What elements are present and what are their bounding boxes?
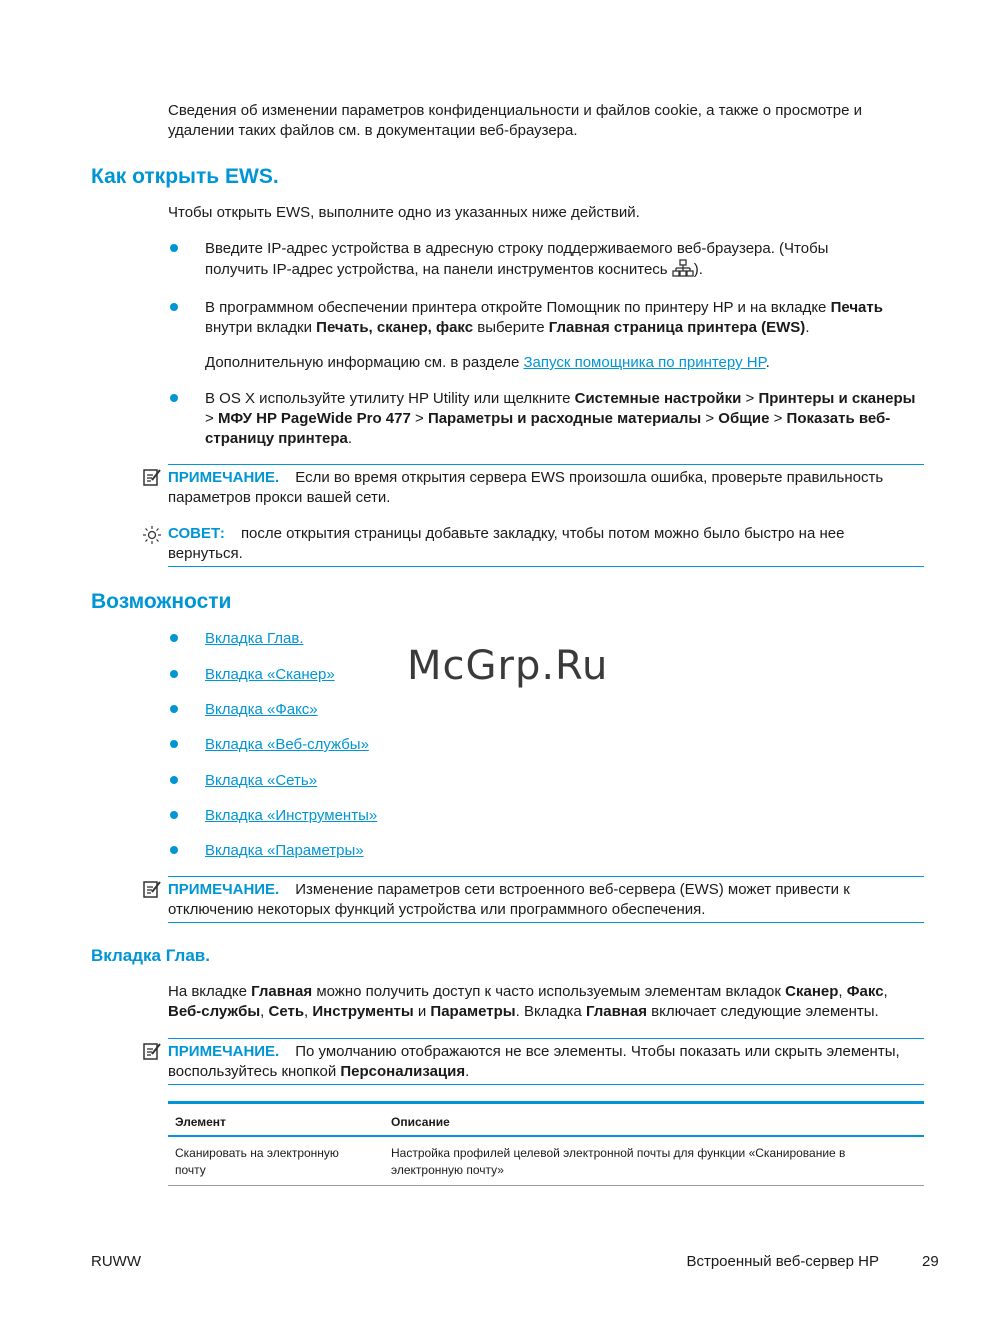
bold-text: Системные настройки bbox=[574, 390, 742, 407]
note-text: Изменение параметров сети встроенного веб-сервера (EWS) может привести к bbox=[295, 881, 850, 898]
list-item-text: получить IP-адрес устройства, на панели инструментов коснитесь bbox=[205, 261, 672, 278]
text-span: . bbox=[465, 1063, 470, 1080]
link-tab-fax[interactable]: Вкладка «Факс» bbox=[205, 701, 318, 718]
bold-text: Показать веб- bbox=[786, 410, 891, 427]
bold-text: Печать, сканер, факс bbox=[316, 319, 474, 336]
paragraph-line bbox=[168, 982, 928, 1002]
bold-text: Общие bbox=[718, 410, 770, 427]
bold-text: Печать bbox=[830, 299, 883, 316]
section-heading-features: Возможности bbox=[91, 590, 232, 613]
text-span: . bbox=[765, 354, 770, 371]
bold-text: Принтеры и сканеры bbox=[758, 390, 916, 407]
bold-text: Главная bbox=[251, 983, 313, 1000]
footer-title: Встроенный веб-сервер HP bbox=[686, 1253, 879, 1270]
table-cell-description bbox=[391, 1145, 921, 1179]
text-span: можно получить доступ к часто используемым элементам вкладок bbox=[312, 983, 786, 1000]
list-item-software bbox=[205, 298, 927, 373]
bold-text: Параметры bbox=[430, 1003, 516, 1020]
note-label: ПРИМЕЧАНИЕ. bbox=[168, 469, 280, 486]
watermark: McGrp.Ru bbox=[407, 643, 609, 689]
table-cell-element bbox=[175, 1145, 375, 1179]
text-span: . Вкладка bbox=[515, 1003, 586, 1020]
bold-text: Факс bbox=[846, 983, 884, 1000]
list-item-line: Введите IP-адрес устройства в адресную строку поддерживаемого веб-браузера. (Чтобы bbox=[205, 240, 829, 257]
bold-text: страницу принтера bbox=[205, 430, 348, 447]
table-header-element: Элемент bbox=[175, 1115, 226, 1129]
cell-line: Сканировать на электронную bbox=[175, 1146, 339, 1160]
bold-text: Главная страница принтера (EWS) bbox=[548, 319, 806, 336]
home-tab-paragraph bbox=[168, 982, 928, 1022]
list-item-line bbox=[205, 318, 927, 338]
text-span: > bbox=[701, 410, 719, 427]
bold-text: Сканер bbox=[785, 983, 839, 1000]
intro-line: удалении таких файлов см. в документации веб-браузера. bbox=[168, 122, 578, 139]
bullet-icon bbox=[170, 811, 178, 819]
table-header-description: Описание bbox=[391, 1115, 450, 1129]
cell-line: электронную почту» bbox=[391, 1163, 504, 1177]
paragraph-line bbox=[168, 1002, 928, 1022]
list-item-line bbox=[205, 409, 927, 429]
text-span: На вкладке bbox=[168, 983, 252, 1000]
list-item-line bbox=[205, 389, 927, 409]
note-divider-top bbox=[168, 876, 924, 877]
list-item-line bbox=[205, 298, 927, 318]
section-heading-open-ews: Как открыть EWS. bbox=[91, 165, 279, 188]
table-top-border bbox=[168, 1101, 924, 1104]
text-span: В программном обеспечении принтера откройте Помощник по принтеру HP и на вкладке bbox=[205, 299, 831, 316]
text-span: выберите bbox=[473, 319, 549, 336]
list-item-line bbox=[205, 353, 927, 373]
text-span: , bbox=[304, 1003, 313, 1020]
note-line: параметров прокси вашей сети. bbox=[168, 489, 391, 506]
network-icon bbox=[672, 259, 694, 277]
link-tab-web-services[interactable]: Вкладка «Веб-службы» bbox=[205, 736, 369, 753]
open-ews-lead: Чтобы открыть EWS, выполните одно из указанных ниже действий. bbox=[168, 204, 640, 221]
note-line bbox=[168, 1042, 928, 1062]
text-span: , bbox=[883, 983, 888, 1000]
tip-divider-bottom bbox=[168, 566, 924, 567]
list-item-line bbox=[205, 429, 927, 449]
note-label: ПРИМЕЧАНИЕ. bbox=[168, 1043, 280, 1060]
lightbulb-icon bbox=[142, 525, 162, 545]
footer-page-number: 29 bbox=[922, 1253, 939, 1270]
table-header-divider bbox=[168, 1135, 924, 1137]
tip-line bbox=[168, 524, 928, 544]
bold-text: Параметры и расходные материалы bbox=[427, 410, 702, 427]
bullet-icon bbox=[170, 244, 178, 252]
tip-label: СОВЕТ: bbox=[168, 525, 225, 542]
text-span: и bbox=[413, 1003, 431, 1020]
tip-line: вернуться. bbox=[168, 545, 243, 562]
bold-text: Инструменты bbox=[312, 1003, 414, 1020]
section-heading-home-tab: Вкладка Глав. bbox=[91, 946, 210, 965]
list-item-osx bbox=[205, 389, 927, 449]
intro-paragraph bbox=[168, 101, 928, 141]
note-icon bbox=[142, 1041, 162, 1061]
text-span: . bbox=[347, 430, 353, 447]
note-customize bbox=[168, 1042, 928, 1082]
note-divider-top bbox=[168, 1038, 924, 1039]
bullet-icon bbox=[170, 303, 178, 311]
note-divider-bottom bbox=[168, 1084, 924, 1085]
link-hp-printer-assistant[interactable]: Запуск помощника по принтеру HP bbox=[523, 354, 766, 371]
link-tab-tools[interactable]: Вкладка «Инструменты» bbox=[205, 807, 378, 824]
bold-text: Персонализация bbox=[340, 1063, 466, 1080]
link-tab-scanner[interactable]: Вкладка «Сканер» bbox=[205, 666, 335, 683]
note-line bbox=[168, 468, 928, 488]
link-tab-home[interactable]: Вкладка Глав. bbox=[205, 630, 304, 647]
footer-left: RUWW bbox=[91, 1253, 141, 1270]
bullet-icon bbox=[170, 705, 178, 713]
note-text: Если во время открытия сервера EWS произошла ошибка, проверьте правильность bbox=[295, 469, 884, 486]
text-span: , bbox=[260, 1003, 269, 1020]
bullet-icon bbox=[170, 776, 178, 784]
bold-text: Главная bbox=[585, 1003, 647, 1020]
text-span: , bbox=[838, 983, 847, 1000]
text-span: внутри вкладки bbox=[205, 319, 317, 336]
bullet-icon bbox=[170, 740, 178, 748]
text-span: В OS X используйте утилиту HP Utility или щелкните bbox=[205, 390, 575, 407]
note-divider-top bbox=[168, 464, 924, 465]
text-span: > bbox=[410, 410, 428, 427]
tip-bookmark bbox=[168, 524, 928, 564]
list-item-line bbox=[205, 259, 927, 280]
note-text: По умолчанию отображаются не все элементы. Чтобы показать или скрыть элементы, bbox=[295, 1043, 900, 1060]
bullet-icon bbox=[170, 846, 178, 854]
text-span: включает следующие элементы. bbox=[646, 1003, 879, 1020]
link-tab-settings[interactable]: Вкладка «Параметры» bbox=[205, 842, 364, 859]
list-item-text: ). bbox=[693, 261, 703, 278]
text-span: > bbox=[769, 410, 787, 427]
note-icon bbox=[142, 879, 162, 899]
note-line bbox=[168, 1062, 928, 1082]
bold-text: МФУ HP PageWide Pro 477 bbox=[217, 410, 411, 427]
text-span: Дополнительную информацию см. в разделе bbox=[205, 354, 524, 371]
cell-line: почту bbox=[175, 1163, 206, 1177]
text-span: > bbox=[205, 410, 218, 427]
bullet-icon bbox=[170, 634, 178, 642]
bullet-icon bbox=[170, 670, 178, 678]
note-line: отключению некоторых функций устройства или программного обеспечения. bbox=[168, 901, 706, 918]
note-proxy bbox=[168, 468, 928, 508]
link-tab-network[interactable]: Вкладка «Сеть» bbox=[205, 772, 318, 789]
bold-text: Веб-службы bbox=[168, 1003, 261, 1020]
note-label: ПРИМЕЧАНИЕ. bbox=[168, 881, 280, 898]
table-bottom-border bbox=[168, 1185, 924, 1186]
text-span: . bbox=[805, 319, 810, 336]
note-line bbox=[168, 880, 928, 900]
tip-text: после открытия страницы добавьте закладку, чтобы потом можно было быстро на нее bbox=[240, 525, 845, 542]
bold-text: Сеть bbox=[268, 1003, 305, 1020]
bullet-icon bbox=[170, 394, 178, 402]
text-span: > bbox=[741, 390, 759, 407]
intro-line: Сведения об изменении параметров конфиденциальности и файлов cookie, а также о просмотре и bbox=[168, 102, 863, 119]
note-divider-bottom bbox=[168, 922, 924, 923]
note-icon bbox=[142, 467, 162, 487]
list-item-ip bbox=[205, 239, 927, 280]
text-span: воспользуйтесь кнопкой bbox=[168, 1063, 341, 1080]
note-network-settings bbox=[168, 880, 928, 920]
cell-line: Настройка профилей целевой электронной почты для функции «Сканирование в bbox=[391, 1146, 846, 1160]
